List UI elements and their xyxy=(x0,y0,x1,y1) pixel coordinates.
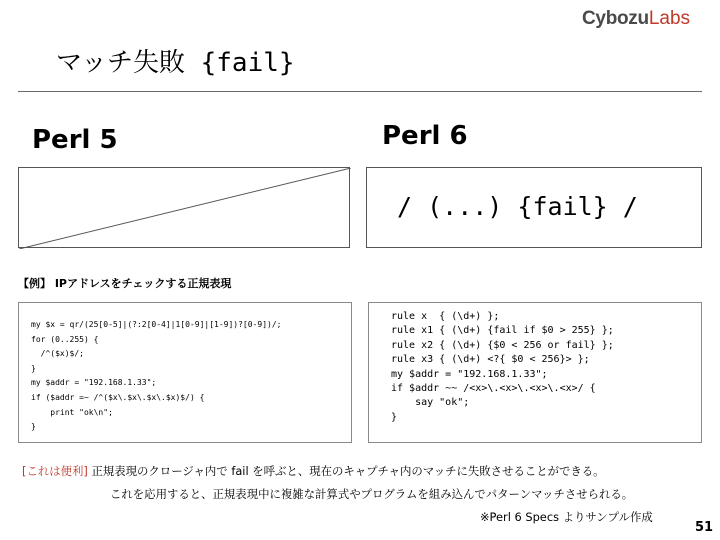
code-line: my $addr = "192.168.1.33"; xyxy=(31,378,157,388)
perl5-heading: Perl 5 xyxy=(32,125,118,155)
title-divider xyxy=(18,91,702,92)
code-line: my $addr = "192.168.1.33"; xyxy=(391,368,548,380)
cybozu-labs-logo xyxy=(582,8,702,38)
perl5-not-available-box xyxy=(18,167,350,248)
code-line: if ($addr =~ /^($x\.$x\.$x\.$x)$/) { xyxy=(31,392,205,402)
code-line: rule x1 { (\d+) {fail if $0 > 255} }; xyxy=(391,325,614,337)
code-line: print "ok\n"; xyxy=(31,407,113,417)
note-line-2: これを応用すると、正規表現中に複雑な計算式やプログラムを組み込んでパターンマッチさせられる。 xyxy=(110,487,634,501)
code-line: rule x2 { (\d+) {$0 < 256 or fail} }; xyxy=(391,339,614,351)
page-number: 51 xyxy=(695,520,714,535)
note-text-1: 正規表現のクロージャ内で fail を呼ぶと、現在のキャプチャ内のマッチに失敗させることができる。 xyxy=(87,464,605,478)
perl6-heading: Perl 6 xyxy=(382,121,468,151)
perl6-fail-syntax: / (...) {fail} / xyxy=(397,192,638,221)
example-label: 【例】 xyxy=(18,277,51,290)
code-line: for (0..255) { xyxy=(31,334,99,344)
example-description: IPアドレスをチェックする正規表現 xyxy=(51,277,232,290)
source-credit: ※Perl 6 Specs よりサンプル作成 xyxy=(480,510,653,524)
code-line: } xyxy=(31,422,36,432)
code-line: rule x3 { (\d+) <?{ $0 < 256}> }; xyxy=(391,354,590,366)
perl6-syntax-box xyxy=(366,167,702,248)
logo-suffix: Labs xyxy=(648,8,691,29)
code-line: if $addr ~~ /<x>\.<x>\.<x>\.<x>/ { xyxy=(391,383,596,395)
perl5-code-box xyxy=(18,302,352,443)
note-line-1 xyxy=(22,463,605,479)
perl6-code-box xyxy=(368,302,702,443)
slide-title: マッチ失敗 {fail} xyxy=(56,48,295,78)
code-line: my $x = qr/(25[0-5]|(?:2[0-4]|1[0-9]|[1-9])?[0-9])/; xyxy=(31,320,282,329)
code-line: /^($x)$/; xyxy=(31,349,84,359)
code-line: rule x { (\d+) }; xyxy=(391,311,500,322)
code-line: say "ok"; xyxy=(391,397,470,409)
code-line: } xyxy=(391,411,398,423)
note-tag: [これは便利] xyxy=(22,464,88,478)
logo-brand: Cybozu xyxy=(582,8,649,29)
example-caption xyxy=(18,275,231,291)
diagonal-strike xyxy=(19,168,351,249)
code-line: } xyxy=(31,363,36,373)
